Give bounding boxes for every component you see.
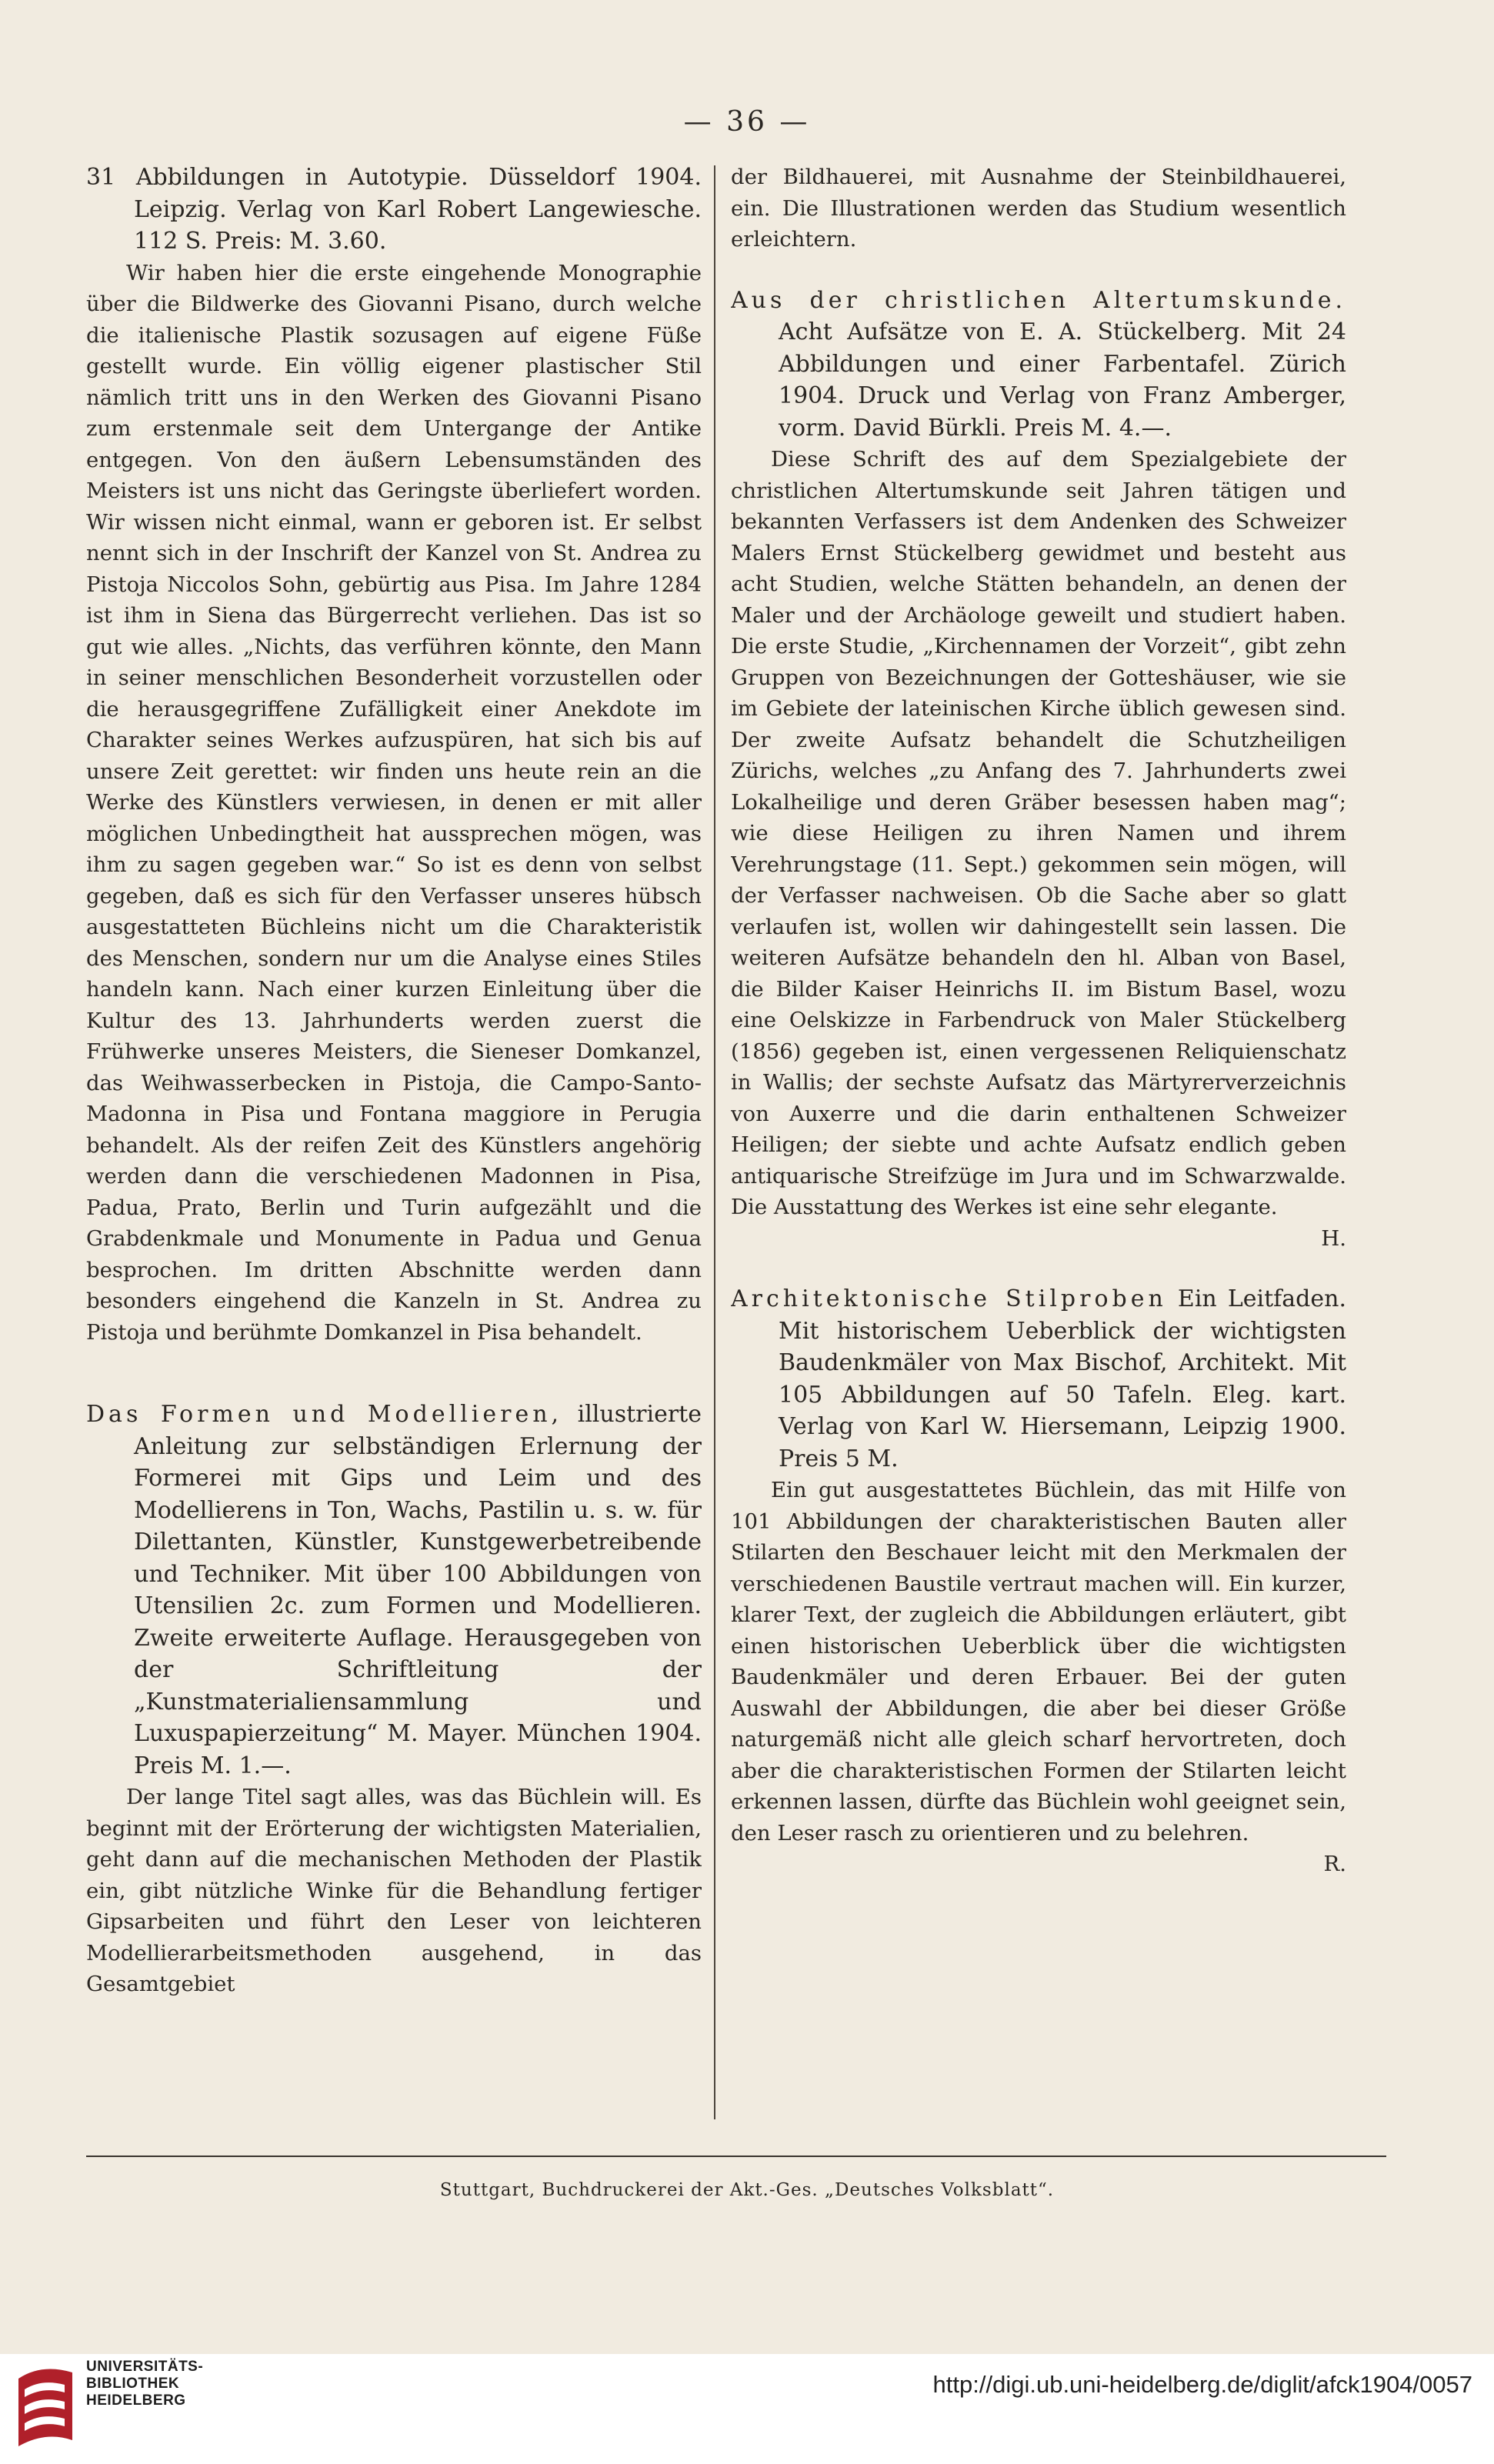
entry-pisano-heading: 31 Abbildungen in Autotypie. Düsseldorf 1904. Leipzig. Verlag von Karl Robert Langewiesche. 112 S. Preis: M. 3.60. bbox=[86, 164, 702, 255]
entry-altertum-signature: H. bbox=[1321, 1225, 1346, 1251]
entry-stilproben-title: Architektonische Stilproben bbox=[731, 1285, 1167, 1312]
entry-formen-review-continued: der Bildhauerei, mit Ausnahme der Steinbildhauerei, ein. Die Illustrationen werden das Studium wesentlich erleichtern. bbox=[731, 165, 1346, 252]
library-name-line1: UNIVERSITÄTS- bbox=[86, 2359, 204, 2375]
library-name-line2: BIBLIOTHEK bbox=[86, 2376, 180, 2392]
left-column bbox=[86, 162, 702, 2131]
entry-formen-review: Der lange Titel sagt alles, was das Büchlein will. Es beginnt mit der Erörterung der wichtigsten Materialien, geht dann auf die mechanischen Methoden der Plastik ein, gibt nützliche Winke für die Behandlung fertiger Gipsarbeiten und führt den Leser von leichteren Modellierarbeitsmethoden ausgehend, in das Gesamtgebiet bbox=[86, 1785, 702, 1996]
entry-altertum-review: Diese Schrift des auf dem Spezialgebiete der christlichen Altertumskunde seit Jahren tätigen und bekannten Verfassers ist dem Andenken des Schweizer Malers Ernst Stückelberg gewidmet und besteht aus acht Studien, welche Stätten behandeln, an denen der Maler und der Archäologe geweilt und studiert haben. Die erste Studie, „Kirchennamen der Vorzeit“, gibt zehn Gruppen von Bezeichnungen der Gotteshäuser, wie sie im Gebiete der lateinischen Kirche üblich gewesen sind. Der zweite Aufsatz behandelt die Schutzheiligen Zürichs, welches „zu Anfang des 7. Jahrhunderts zwei Lokalheilige und deren Gräber besessen haben mag“; wie diese Heiligen zu ihren Namen und ihrem Verehrungstage (11. Sept.) gekommen sein mögen, will der Verfasser nachweisen. Ob die Sache aber so glatt verlaufen ist, wollen wir dahingestellt sein lassen. Die weiteren Aufsätze behandeln den hl. Alban von Basel, die Bilder Kaiser Heinrichs II. im Bistum Basel, wozu eine Oelskizze in Farbendruck von Maler Stückelberg (1856) gegeben ist, einen vergessenen Reliquienschatz in Wallis; der sechste Aufsatz das Märtyrerverzeichnis von Auxerre und die darin enthaltenen Schweizer Heiligen; der siebte und achte Aufsatz endlich geben antiquarische Streifzüge im Jura und im Schwarzwalde. Die Ausstattung des Werkes ist eine sehr elegante. bbox=[731, 447, 1346, 1219]
page-number: — 36 — bbox=[683, 106, 811, 138]
footer-rule bbox=[86, 2156, 1386, 2157]
library-name-line3: HEIDELBERG bbox=[86, 2392, 186, 2409]
entry-stilproben-review: Ein gut ausgestattetes Büchlein, das mit Hilfe von 101 Abbildungen der charakteristischen Bauten aller Stilarten den Beschauer leicht mit den Merkmalen der verschiedenen Baustile vertraut machen will. Ein kurzer, klarer Text, der zugleich die Abbildungen erläutert, gibt einen historischen Ueberblick über die wichtigsten Baudenkmäler und deren Erbauer. Bei der guten Auswahl der Abbildungen, die aber bei dieser Größe naturgemäß nicht alle gleich scharf hervortreten, doch aber die charakteristischen Formen der Stilarten leicht erkennen lassen, dürfte das Büchlein wohl geeignet sein, den Leser rasch zu orientieren und zu belehren. bbox=[731, 1478, 1346, 1845]
right-column bbox=[731, 162, 1346, 2131]
entry-stilproben-heading bbox=[731, 1283, 1346, 1475]
entry-formen-details: illustrierte Anleitung zur selbständigen Erlernung der Formerei mit Gips und Leim und des Modellierens in Ton, Wachs, Pastilin u. s. w. für Dilettanten, Künstler, Kunstgewerbetreibende und Techniker. Mit über 100 Abbildungen von Utensilien 2c. zum Formen und Modellieren. Zweite erweiterte Auflage. Herausgegeben von der Schriftleitung der „Kunstmaterialiensammlung und Luxuspapierzeitung“ M. Mayer. München 1904. Preis M. 1.—. bbox=[134, 1401, 702, 1779]
entry-stilproben-signature: R. bbox=[1323, 1852, 1346, 1876]
entry-stilproben-details: Ein Leitfaden. Mit historischem Ueberblick der wichtigsten Baudenkmäler von Max Bischof, Architekt. Mit 105 Abbildungen auf 50 Tafeln. Eleg. kart. Verlag von Karl W. Hiersemann, Leipzig 1900. Preis 5 M. bbox=[779, 1285, 1346, 1472]
printer-imprint: Stuttgart, Buchdruckerei der Akt.-Ges. „Deutsches Volksblatt“. bbox=[439, 2180, 1055, 2200]
entry-formen-title: Das Formen und Modellieren, bbox=[86, 1401, 563, 1428]
entry-altertum-title: Aus der christlichen Altertumskunde. bbox=[731, 286, 1346, 314]
entry-altertum-heading bbox=[731, 285, 1346, 445]
digital-library-url[interactable]: http://digi.ub.uni-heidelberg.de/diglit/afck1904/0057 bbox=[932, 2371, 1472, 2398]
entry-altertum-details: Acht Aufsätze von E. A. Stückelberg. Mit 24 Abbildungen und einer Farbentafel. Zürich 1904. Druck und Verlag von Franz Amberger, vorm. David Bürkli. Preis M. 4.—. bbox=[779, 318, 1346, 442]
entry-pisano-review: Wir haben hier die erste eingehende Monographie über die Bildwerke des Giovanni Pisano, durch welche die italienische Plastik sozusagen auf eigene Füße gestellt wurde. Ein völlig eigener plastischer Stil nämlich tritt uns in den Werken des Giovanni Pisano zum erstenmale seit dem Untergange der Antike entgegen. Von den äußern Lebensumständen des Meisters ist uns nicht das Geringste überliefert worden. Wir wissen nicht einmal, wann er geboren ist. Er selbst nennt sich in der Inschrift der Kanzel von St. Andrea zu Pistoja Niccolos Sohn, gebürtig aus Pisa. Im Jahre 1284 ist ihm in Siena das Bürgerrecht verliehen. Das ist so gut wie alles. „Nichts, das verführen könnte, den Mann in seiner menschlichen Besonderheit vorzustellen oder die herausgegriffene Zufälligkeit einer Anekdote im Charakter seines Werkes aufzuspüren, hat sich bis auf unsere Zeit gerettet: wir finden uns heute rein an die Werke des Künstlers verwiesen, in denen er mit aller möglichen Unbedingtheit hat aussprechen mögen, was ihm zu sagen gegeben war.“ So ist es denn von selbst gegeben, daß es sich für den Verfasser unseres hübsch ausgestatteten Büchleins nicht um die Charakteristik des Menschen, sondern nur um die Analyse eines Stiles handeln kann. Nach einer kurzen Einleitung über die Kultur des 13. Jahrhunderts werden zuerst die Frühwerke unseres Meisters, die Sieneser Domkanzel, das Weihwasserbecken in Pistoja, die Campo-Santo-Madonna in Pisa und Fontana maggiore in Perugia behandelt. Als der reifen Zeit des Künstlers angehörig werden dann die verschiedenen Madonnen in Pisa, Padua, Prato, Berlin und Turin aufgezählt und die Grabdenkmale und Monumente in Padua und Genua besprochen. Im dritten Abschnitte werden dann besonders eingehend die Kanzeln in St. Andrea zu Pistoja und berühmte Domkanzel in Pisa behandelt. bbox=[86, 260, 702, 1345]
library-name bbox=[86, 2359, 317, 2409]
column-divider bbox=[714, 165, 715, 2119]
entry-formen-heading bbox=[86, 1399, 702, 1782]
